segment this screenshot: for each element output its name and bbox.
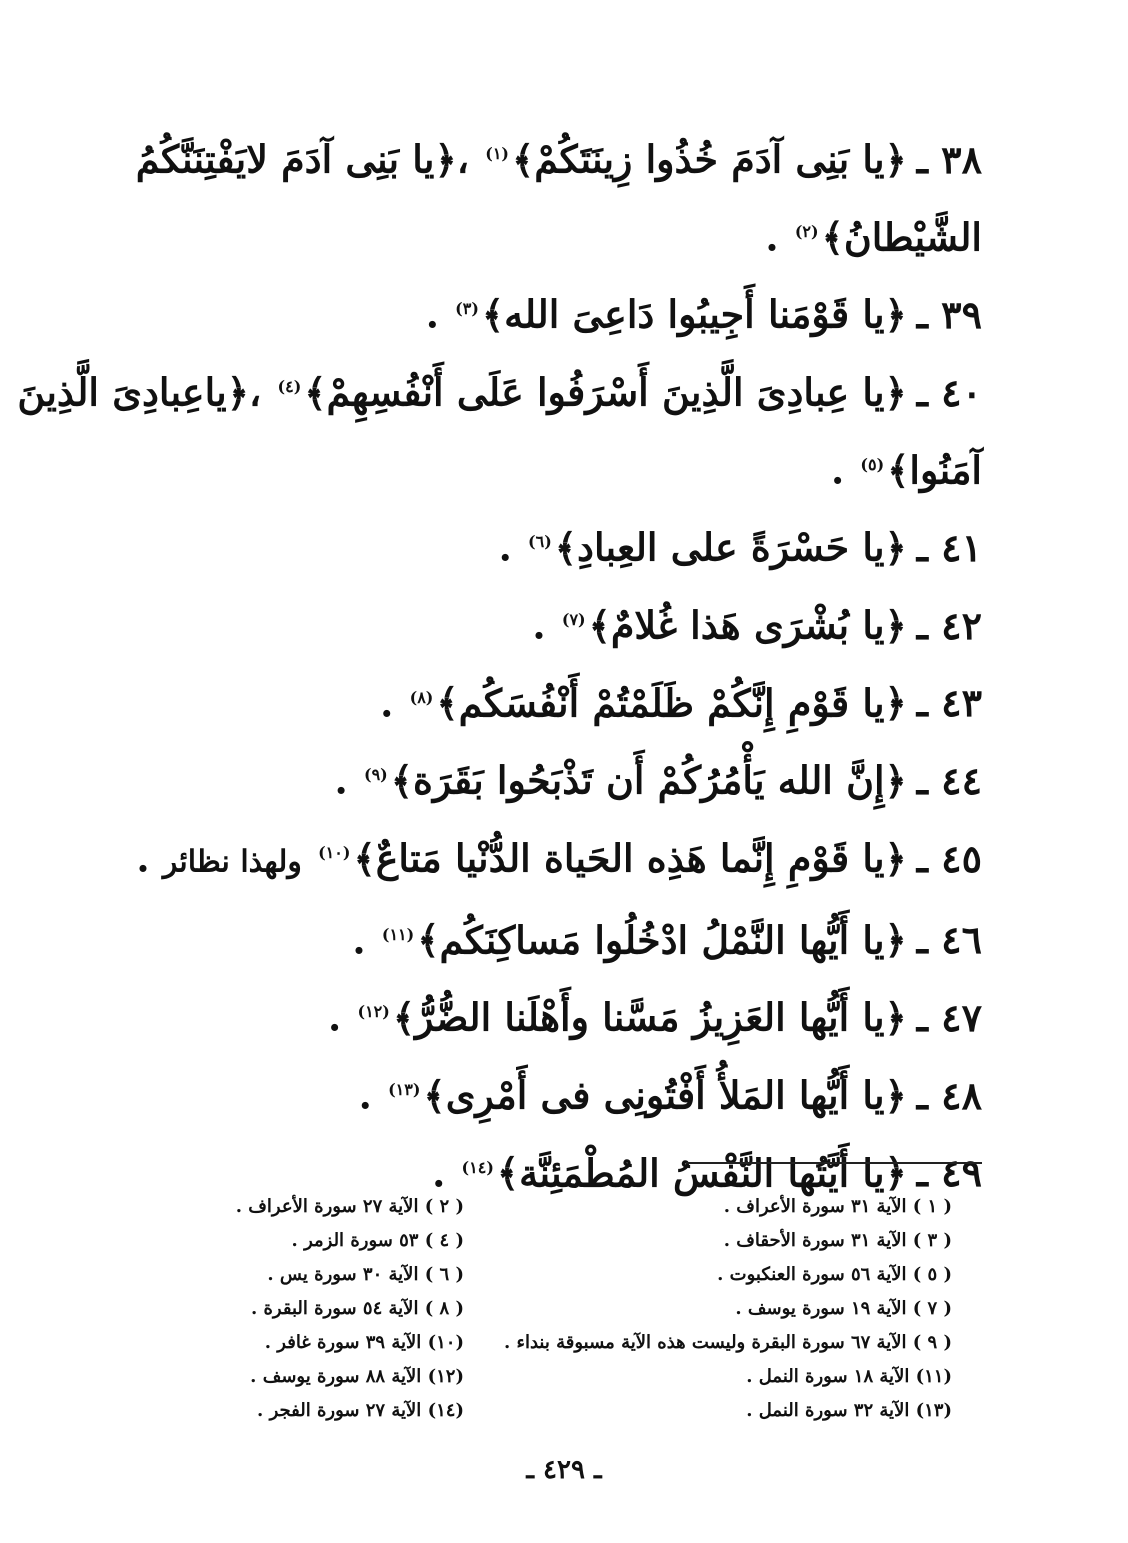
- footnote-ref: (٣): [455, 299, 479, 319]
- verse-quote: ﴿ يا أَيُّها العَزِيزُ مَسَّنا وأَهْلَنا الضُّرُّ ﴾: [393, 995, 907, 1040]
- verse-quote: ﴿ يا قَوْمِ إِنَّما هَذِه الحَياة الدُّنْيا مَتاعٌ ﴾: [353, 836, 906, 881]
- footnote-ref: (٧): [561, 609, 586, 629]
- footnotes-left-column: [150, 1190, 464, 1428]
- end-period: .: [425, 291, 439, 337]
- footnote-ref: (٤): [277, 376, 302, 396]
- entry-number: ٤٥ ـ: [916, 835, 982, 881]
- entry-number: ٤٧ ـ: [916, 994, 982, 1040]
- end-period: .: [328, 994, 342, 1040]
- footnote: ( ٨ ) الآية ٥٤ سورة البقرة .: [250, 1298, 464, 1319]
- entry: [135, 118, 982, 273]
- entry-number: ٣٩ ـ: [916, 291, 982, 337]
- separator-comma: ،: [249, 369, 262, 415]
- footnote-ref: (١): [485, 144, 509, 163]
- entry: [150, 1054, 982, 1132]
- entry: [150, 662, 982, 740]
- page-number: ـ ٤٢٩ ـ: [526, 1455, 602, 1485]
- entry: [17, 351, 982, 506]
- verse-continuation: آمَنُوا: [909, 447, 982, 493]
- footnote-ref: (١١): [381, 924, 415, 944]
- entries-list: [17, 118, 982, 1209]
- footnote: (١٤) الآية ٢٧ سورة الفجر .: [257, 1400, 464, 1421]
- end-period: .: [765, 214, 779, 260]
- footnote-ref: (١٤): [461, 1157, 494, 1177]
- entry-number: ٤٠ ـ: [916, 369, 982, 415]
- end-period: .: [358, 1072, 372, 1118]
- footnote-ref: (١٢): [357, 1002, 390, 1022]
- footnote: (١٢) الآية ٨٨ سورة يوسف .: [250, 1366, 464, 1387]
- end-period: .: [532, 602, 546, 648]
- end-period: .: [432, 1150, 446, 1196]
- verse-quote: ﴿ يا بَنِى آدَمَ لايَفْتِنَنَّكُمُ: [136, 137, 457, 182]
- footnote-ref: (٦): [528, 532, 552, 552]
- entry-number: ٤٩ ـ: [916, 1150, 982, 1196]
- entry: [136, 817, 982, 899]
- entry-number: ٤٤ ـ: [916, 757, 982, 803]
- verse-quote: ﴿ يا أَيُّها المَلأُ أَفْتُونِى فى أَمْرِى ﴾: [423, 1073, 906, 1118]
- end-period: .: [380, 680, 394, 726]
- end-period: .: [136, 835, 150, 881]
- footnote: (١٠) الآية ٣٩ سورة غافر .: [264, 1332, 464, 1353]
- footnote: ( ٢ ) الآية ٢٧ سورة الأعراف .: [235, 1196, 464, 1217]
- footnotes: [150, 1190, 952, 1428]
- footnote: ( ٧ ) الآية ١٩ سورة يوسف .: [735, 1298, 952, 1319]
- entry: [150, 584, 982, 662]
- verse-quote: ﴿ ياعِبادِىَ الَّذِينَ: [17, 370, 249, 415]
- entry-number: ٤٢ ـ: [916, 602, 982, 648]
- footnotes-right-column: [504, 1190, 952, 1428]
- verse-quote: ﴿ يا قَوْمَنا أَجِيبُوا دَاعِىَ الله ﴾: [482, 292, 907, 337]
- footnote: ( ٥ ) الآية ٥٦ سورة العنكبوت .: [717, 1264, 952, 1285]
- entry-number: ٣٨ ـ: [916, 136, 982, 182]
- entry: [150, 506, 982, 584]
- footnote-ref: (٢): [794, 221, 819, 241]
- verse-quote: ﴿ يا عِبادِىَ الَّذِينَ أَسْرَفُوا عَلَى أَنْفُسِهِمْ ﴾: [304, 370, 907, 415]
- verse-quote: ﴿ إِنَّ الله يَأْمُرُكُمْ أَن تَذْبَحُوا بَقَرَة ﴾: [391, 758, 907, 803]
- footnote: ( ٩ ) الآية ٦٧ سورة البقرة وليست هذه الآية مسبوقة بنداء .: [503, 1332, 952, 1353]
- verse-quote: ﴿ يا قَوْمِ إِنَّكُمْ ظَلَمْتُمْ أَنْفُسَكُم ﴾: [436, 680, 906, 725]
- end-period: .: [498, 524, 512, 570]
- footnote-ref: (٩): [364, 765, 388, 785]
- end-period: .: [334, 757, 348, 803]
- verse-quote: ﴿ يا بَنِى آدَمَ خُذُوا زِينَتَكُمْ ﴾: [512, 137, 907, 182]
- footnote: (١١) الآية ١٨ سورة النمل .: [746, 1366, 952, 1387]
- commentary-text: ولهذا نظائر: [162, 844, 302, 880]
- footnote-ref: (١٣): [388, 1079, 421, 1099]
- entry-number: ٤١ ـ: [916, 524, 982, 570]
- footnote-ref: (١٠): [318, 842, 351, 862]
- separator-comma: ،: [456, 136, 469, 182]
- end-period: .: [830, 447, 845, 493]
- footnote: ( ٦ ) الآية ٣٠ سورة يس .: [267, 1264, 464, 1285]
- quote-close: ﴾: [887, 447, 910, 493]
- verse-quote: ﴿ يا أَيَّتُها النَّفْسُ المُطْمَئِنَّة ﴾: [497, 1150, 907, 1195]
- footnote: (١٣) الآية ٣٢ سورة النمل .: [746, 1400, 952, 1421]
- end-period: .: [352, 917, 366, 963]
- footnote-separator: [686, 1162, 982, 1164]
- entry-number: ٤٨ ـ: [916, 1072, 982, 1118]
- verse-continuation: الشَّيْطانُ: [843, 214, 982, 260]
- footnote: ( ٣ ) الآية ٣١ سورة الأحقاف .: [723, 1230, 952, 1251]
- verse-quote: ﴿ يا بُشْرَى هَذا غُلامٌ ﴾: [589, 603, 907, 648]
- footnote-ref: (٥): [860, 454, 885, 474]
- entry-number: ٤٣ ـ: [916, 680, 982, 726]
- entry: [150, 899, 982, 977]
- entry: [150, 976, 982, 1054]
- entry: [150, 739, 982, 817]
- entry-number: ٤٦ ـ: [916, 917, 982, 963]
- verse-quote: ﴿ يا حَسْرَةً على العِبادِ ﴾: [555, 525, 907, 570]
- verse-quote: ﴿ يا أَيُّها النَّمْلُ ادْخُلُوا مَساكِنَكُم ﴾: [417, 917, 907, 962]
- footnote-ref: (٨): [409, 687, 434, 707]
- footnote: ( ٤ ) ٥٣ سورة الزمر .: [291, 1230, 464, 1251]
- footnote: ( ١ ) الآية ٣١ سورة الأعراف .: [723, 1196, 952, 1217]
- entry-continuation: [150, 429, 982, 507]
- entry: [150, 273, 982, 351]
- quote-close: ﴾: [821, 214, 844, 260]
- entry-continuation: [150, 196, 982, 274]
